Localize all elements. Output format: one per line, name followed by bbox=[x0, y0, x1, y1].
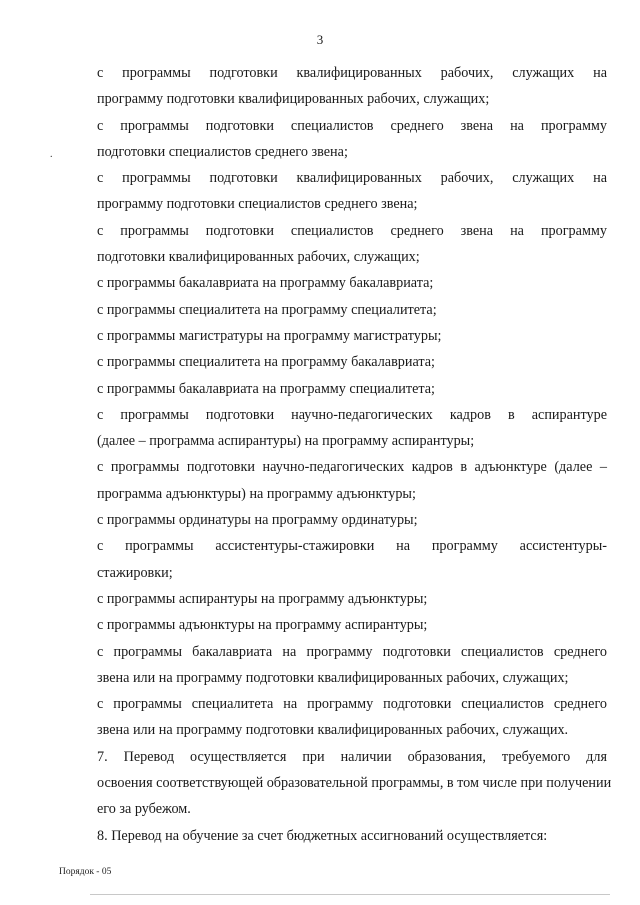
paragraph bbox=[60, 533, 607, 586]
paragraph-line: 7. Перевод осуществляется при наличии образования, требуемого для bbox=[97, 748, 607, 765]
paragraph-line: программу подготовки специалистов среднего звена; bbox=[97, 196, 418, 213]
page-number: 3 bbox=[316, 32, 324, 47]
paragraph-line: подготовки квалифицированных рабочих, служащих; bbox=[97, 249, 420, 266]
paragraph-line: с программы специалитета на программу специалитета; bbox=[97, 301, 437, 318]
paragraph-line: подготовки специалистов среднего звена; bbox=[97, 143, 348, 160]
paragraph-line: его за рубежом. bbox=[97, 801, 191, 818]
paragraph-line: стажировки; bbox=[97, 564, 173, 581]
paragraph-line: с программы ассистентуры-стажировки на программу ассистентуры- bbox=[97, 538, 607, 555]
paragraph-line: с программы ординатуры на программу ординатуры; bbox=[97, 512, 418, 529]
paragraph-line: освоения соответствующей образовательной программы, в том числе при получении bbox=[97, 775, 612, 792]
paragraph-line: с программы специалитета на программу бакалавриата; bbox=[97, 354, 435, 371]
paragraph bbox=[60, 60, 607, 113]
paragraph-line: с программы подготовки специалистов среднего звена на программу bbox=[97, 117, 607, 134]
paragraph-line: с программы подготовки квалифицированных рабочих, служащих на bbox=[97, 170, 607, 187]
paragraph-line: с программы адъюнктуры на программу аспирантуры; bbox=[97, 617, 428, 634]
paragraph-line: 8. Перевод на обучение за счет бюджетных ассигнований осуществляется: bbox=[97, 827, 548, 844]
paragraph-line: с программы бакалавриата на программу подготовки специалистов среднего bbox=[97, 643, 607, 660]
paragraph bbox=[60, 376, 607, 402]
paragraph bbox=[60, 454, 607, 507]
paragraph-line: звена или на программу подготовки квалифицированных рабочих, служащих. bbox=[97, 722, 569, 739]
paragraph bbox=[60, 507, 607, 533]
stray-mark: . bbox=[50, 149, 53, 160]
paragraph-line: с программы магистратуры на программу магистратуры; bbox=[97, 327, 442, 344]
paragraph bbox=[60, 744, 612, 823]
paragraph bbox=[60, 349, 607, 375]
paragraph-line: с программы бакалавриата на программу специалитета; bbox=[97, 380, 435, 397]
paragraph bbox=[60, 823, 607, 849]
paragraph bbox=[60, 297, 607, 323]
paragraph bbox=[60, 323, 607, 349]
paragraph bbox=[60, 113, 607, 166]
paragraph-line: с программы бакалавриата на программу бакалавриата; bbox=[97, 275, 434, 292]
paragraph bbox=[60, 165, 607, 218]
paragraph-line: с программы подготовки научно-педагогических кадров в адъюнктуре (далее – bbox=[97, 459, 607, 476]
paragraph bbox=[60, 586, 607, 612]
paragraph bbox=[60, 218, 607, 271]
paragraph-line: с программы аспирантуры на программу адъюнктуры; bbox=[97, 590, 428, 607]
paragraph-line: (далее – программа аспирантуры) на программу аспирантуры; bbox=[97, 433, 475, 450]
paragraph-line: с программы подготовки научно-педагогических кадров в аспирантуре bbox=[97, 406, 607, 423]
paragraph-line: звена или на программу подготовки квалифицированных рабочих, служащих; bbox=[97, 669, 569, 686]
paragraph-line: программу подготовки квалифицированных рабочих, служащих; bbox=[97, 91, 490, 108]
footer-divider bbox=[90, 894, 610, 895]
paragraph-line: программа адъюнктуры) на программу адъюнктуры; bbox=[97, 485, 416, 502]
paragraph-line: с программы специалитета на программу подготовки специалистов среднего bbox=[97, 696, 607, 713]
paragraph-line: с программы подготовки специалистов среднего звена на программу bbox=[97, 222, 607, 239]
paragraph bbox=[60, 402, 607, 455]
paragraph bbox=[60, 612, 607, 638]
paragraph-line: с программы подготовки квалифицированных рабочих, служащих на bbox=[97, 65, 607, 81]
paragraph bbox=[60, 691, 607, 744]
footer-code: Порядок - 05 bbox=[59, 867, 112, 877]
paragraph bbox=[60, 270, 607, 296]
paragraph bbox=[60, 639, 607, 692]
document-body bbox=[60, 60, 612, 849]
